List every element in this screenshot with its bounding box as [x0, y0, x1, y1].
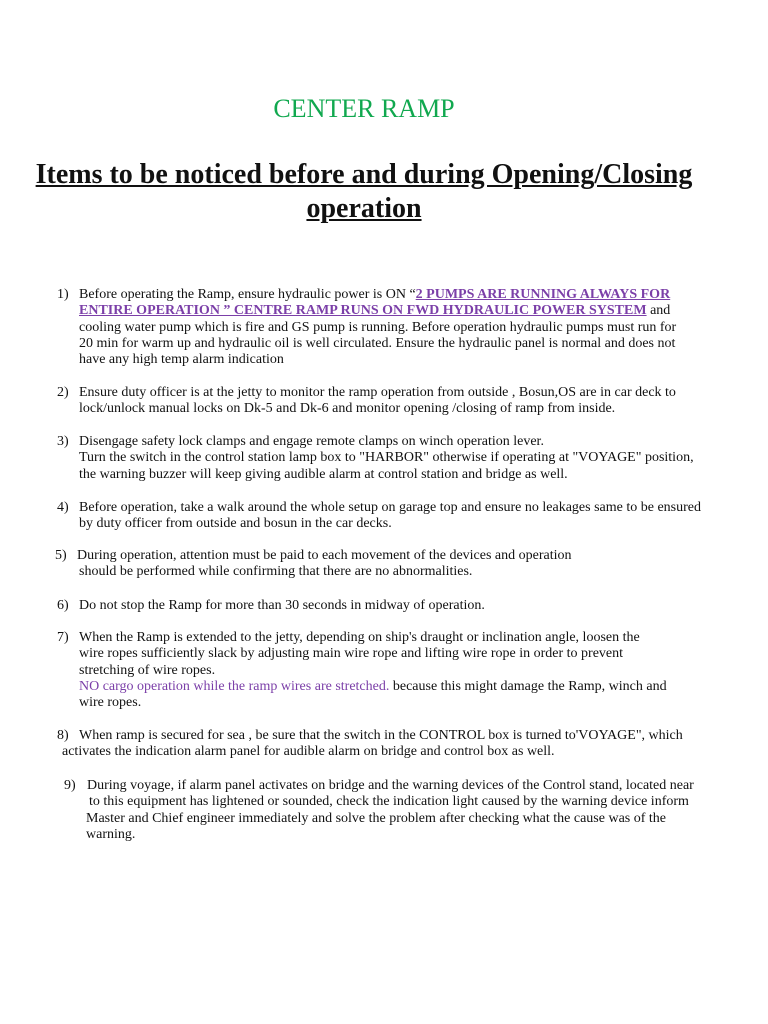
item-text-line: During voyage, if alarm panel activates on bridge and the warning devices of the Control stand, located near: [87, 778, 694, 793]
item-number: 9): [64, 778, 76, 793]
item-text: Do not stop the Ramp for more than 30 seconds in midway of operation.: [79, 598, 485, 613]
pumps-highlight-link[interactable]: 2 PUMPS ARE RUNNING ALWAYS FOR ENTIRE OPERATION ” CENTRE RAMP RUNS ON FWD HYDRAULIC POWER SYSTEM: [79, 287, 671, 319]
list-item: [57, 630, 719, 711]
heading-line-1: Items to be noticed before and during Opening/Closing: [35, 159, 693, 190]
item-text-line: activates the indication alarm panel for audible alarm on bridge and control box as well.: [62, 744, 555, 760]
item-text-before: Before operating the Ramp, ensure hydraulic power is ON “: [79, 287, 416, 302]
item-number: 4): [57, 500, 69, 515]
item-number: 2): [57, 385, 69, 400]
item-text-warning: [79, 679, 669, 712]
document-heading: [30, 158, 698, 226]
item-text-line: to this equipment has lightened or sounded, check the indication light caused by the warning device inform: [89, 794, 689, 810]
list-item: [55, 548, 717, 581]
item-number: 7): [57, 630, 69, 645]
item-text-line: wire ropes sufficiently slack by adjusting main wire rope and lifting wire rope in order to prevent: [79, 646, 624, 662]
item-text-line: should be performed while confirming that there are no abnormalities.: [79, 564, 473, 580]
list-item: [57, 287, 691, 368]
no-cargo-warning: NO cargo operation while the ramp wires are stretched.: [79, 678, 390, 694]
item-text: Ensure duty officer is at the jetty to monitor the ramp operation from outside , Bosun,OS are in car deck to lock/unlock manual locks on Dk-5 and Dk-6 and monitor opening /closing of ramp from inside.: [79, 385, 676, 417]
item-number: 8): [57, 728, 69, 743]
item-text-after: and cooling water pump which is fire and GS pump is running. Before operation hydraulic pumps must run for 20 min for warm up and hydraulic oil is well circulated. Ensure the hydraulic panel is normal and does not have any high temp alarm indication: [79, 303, 677, 368]
item-text-line: When the Ramp is extended to the jetty, depending on ship's draught or inclination angle, loosen the: [79, 630, 640, 645]
item-text: Before operation, take a walk around the whole setup on garage top and ensure no leakages same to be ensured by duty officer from outside and bosun in the car decks.: [79, 500, 701, 532]
list-item: [64, 778, 727, 843]
list-item: [57, 598, 679, 614]
item-text-line: During operation, attention must be paid to each movement of the devices and operation: [77, 548, 572, 563]
list-item: [57, 385, 679, 418]
item-text-line: Master and Chief engineer immediately and solve the problem after checking what the cause was of the: [86, 810, 667, 826]
item-text: [79, 287, 691, 368]
item-text-line: When ramp is secured for sea , be sure that the switch in the CONTROL box is turned to'VOYAGE", which: [79, 728, 683, 743]
item-number: 6): [57, 598, 69, 613]
list-item: [57, 434, 699, 483]
list-item: [57, 728, 719, 761]
item-text-line: stretching of wire ropes.: [79, 662, 216, 678]
item-number: 3): [57, 434, 69, 449]
item-number: 1): [57, 287, 69, 302]
item-text-line: Disengage safety lock clamps and engage remote clamps on winch operation lever.: [79, 434, 544, 449]
heading-line-2: operation: [306, 193, 422, 224]
item-text-after: because this might damage the Ramp, winch and wire ropes.: [79, 678, 667, 711]
item-text-line: warning.: [86, 826, 136, 842]
item-text-line: Turn the switch in the control station lamp box to "HARBOR" otherwise if operating at "VOYAGE" position, the warning buzzer will keep giving audible alarm at control station and bridge as well.: [79, 450, 694, 482]
list-item: [57, 500, 704, 533]
item-number: 5): [55, 548, 67, 563]
document-title: CENTER RAMP: [273, 94, 455, 123]
